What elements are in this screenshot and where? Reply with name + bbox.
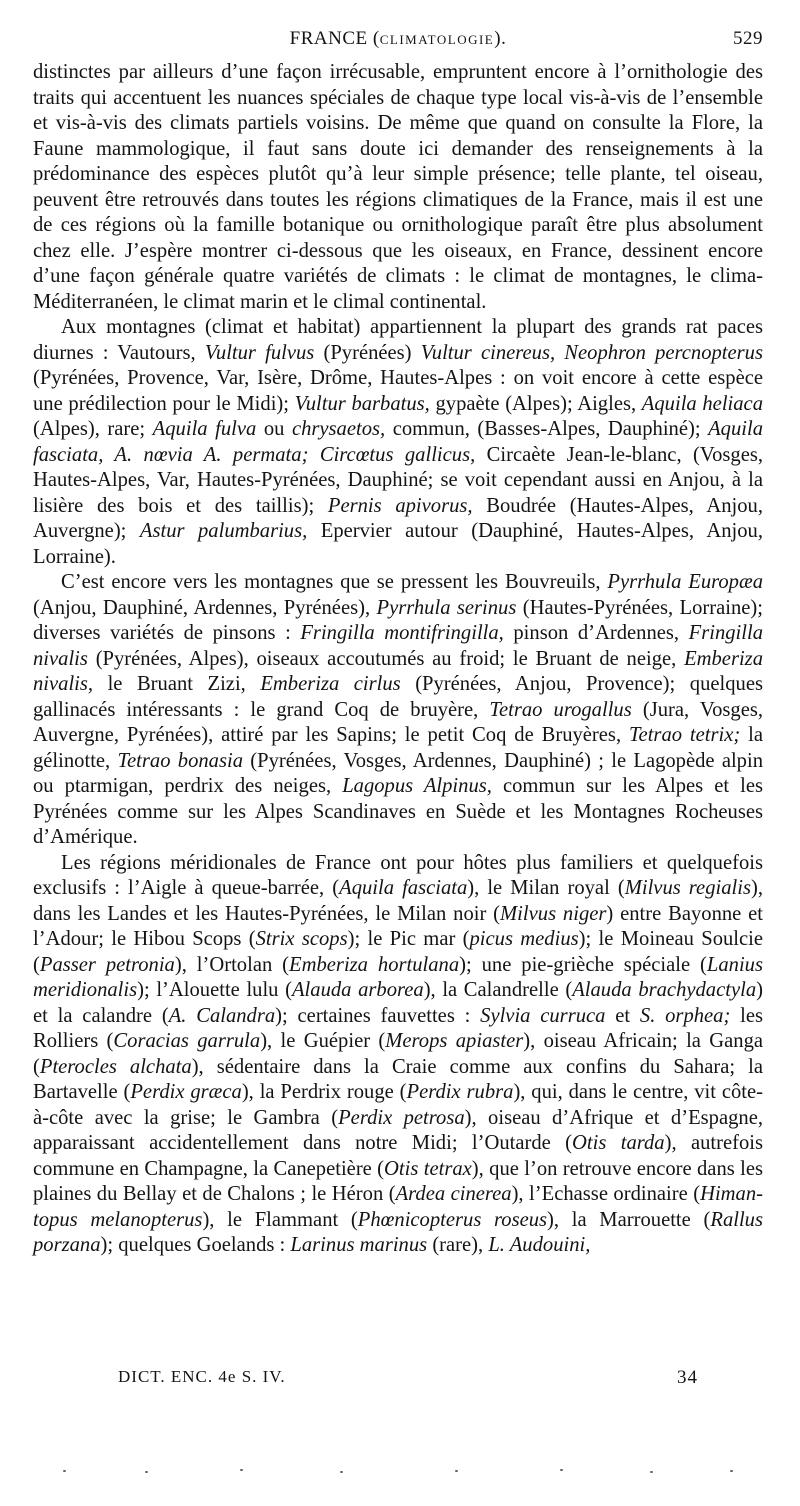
text-run: (Pyrénées) bbox=[314, 341, 421, 364]
italic-species-name: Passer petronia bbox=[39, 953, 175, 976]
text-run: ); le Moineau Soulcie ( bbox=[33, 928, 764, 976]
text-run: ), la Marrouette ( bbox=[547, 1208, 711, 1231]
text-run: ), oiseau d’Afrique et d’Espagne, apparaissant accidentellement dans notre Midi; l’Outarde ( bbox=[33, 1106, 763, 1154]
text-run: ) et la calandre ( bbox=[33, 979, 763, 1027]
italic-species-name: Rallus porzana bbox=[33, 1208, 763, 1256]
italic-species-name: Himantopus melanopterus bbox=[33, 1183, 763, 1231]
text-run: ), que l’on retrouve encore dans les plaines du Bellay et de Chalons ; le Héron ( bbox=[33, 1157, 763, 1205]
text-run: ); quelques Goelands : bbox=[100, 1234, 291, 1256]
text-run: (Jura, Vosges, Auvergne, Pyrénées), attiré par les Sapins; le petit Coq de Bruyères, bbox=[33, 698, 764, 746]
text-run: Boudrée (Hautes-Alpes, Anjou, Auvergne); bbox=[33, 494, 763, 542]
italic-species-name: Otis tarda bbox=[572, 1132, 665, 1154]
text-run: (Alpes), rare; bbox=[33, 418, 153, 440]
text-run: (Pyrénées, Provence, Var, Isère, Drôme, Hautes-Alpes : on voit encore à cette espèce une prédilection pour le Midi); bbox=[33, 367, 763, 415]
italic-species-name: Pterocles alchata bbox=[39, 1055, 192, 1078]
text-run: (Hautes-Pyrénées, Lorraine); diverses variétés de pinsons : bbox=[33, 596, 763, 644]
italic-species-name: Ardea cinerea bbox=[395, 1183, 512, 1205]
text-run: ), le Milan royal ( bbox=[467, 877, 625, 899]
text-run: ), dans les Landes et les Hautes-Pyrénées, le Milan noir ( bbox=[33, 877, 763, 925]
paragraph bbox=[33, 570, 763, 851]
italic-species-name: Lagopus Alpinus, bbox=[342, 775, 492, 797]
text-run: ), l’Ortolan ( bbox=[174, 953, 290, 976]
italic-species-name: Coracias garrula bbox=[113, 1030, 261, 1052]
text-run: ), la Calandrelle ( bbox=[423, 979, 573, 1001]
text-run: Epervier autour (Dauphiné, Hautes-Alpes, Anjou, Lorraine). bbox=[33, 520, 763, 568]
italic-species-name: Tetrao tetrix; bbox=[629, 724, 741, 746]
page-number: 529 bbox=[733, 28, 763, 49]
text-run: ); l’Alouette lulu ( bbox=[137, 979, 292, 1001]
italic-species-name: L. Audouini, bbox=[488, 1234, 591, 1256]
paragraph bbox=[33, 315, 763, 570]
text-run: (Pyrénées, Alpes), oiseaux accoutumés au froid; le Bruant de neige, bbox=[87, 647, 685, 670]
italic-species-name: Milvus niger bbox=[500, 902, 607, 925]
italic-species-name: Vultur barbatus, bbox=[294, 392, 430, 415]
text-run: ), oiseau Africain; la Ganga ( bbox=[33, 1030, 764, 1078]
italic-species-name: Fringilla montifringilla, bbox=[300, 622, 504, 644]
italic-species-name: picus medius bbox=[469, 928, 579, 950]
text-run: ), autrefois commune en Champagne, la Canepetière ( bbox=[33, 1132, 764, 1180]
italic-species-name: Emberiza hortulana bbox=[289, 953, 460, 976]
italic-species-name: Sylvia curruca bbox=[480, 1004, 606, 1027]
italic-species-name: Vultur cinereus, Neophron percnopterus bbox=[420, 341, 763, 364]
text-run: commun, (Basses-Alpes, Dauphiné); bbox=[385, 418, 709, 440]
italic-species-name: Alauda brachydactyla bbox=[572, 979, 757, 1001]
text-run: (Anjou, Dauphiné, Ardennes, Pyrénées), bbox=[33, 596, 377, 619]
text-run: ), qui, dans le centre, vit côte-à-côte avec la grise; le Gambra ( bbox=[33, 1081, 764, 1129]
footer-reference: DICT. ENC. 4e S. IV. bbox=[118, 1367, 286, 1386]
italic-species-name: Pyrrhula serinus bbox=[376, 596, 517, 619]
text-run: la gélinotte, bbox=[33, 724, 764, 772]
text-run: (rare), bbox=[427, 1234, 489, 1256]
running-header bbox=[33, 26, 763, 60]
footer bbox=[118, 1367, 698, 1387]
italic-species-name: Larinus marinus bbox=[290, 1234, 428, 1256]
italic-species-name: Perdix græca bbox=[130, 1081, 242, 1103]
italic-species-name: Aquila fasciata bbox=[339, 877, 468, 899]
text-run: Circaète Jean-le-blanc, (Vosges, Hautes-Alpes, Var, Hautes-Pyrénées, Dauphiné; se voit cependant aussi en Anjou, à la lisière des bois et des taillis); bbox=[33, 443, 764, 517]
italic-species-name: Emberiza nivalis, bbox=[33, 647, 763, 695]
title-end: ). bbox=[494, 28, 507, 49]
italic-species-name: Perdix rubra bbox=[406, 1081, 514, 1103]
text-run: distinctes par ailleurs d’une façon irrécusable, empruntent encore à l’ornithologie des traits qui accentuent les nuances spéciales de chaque type local vis-à-vis de l’ensemble et vis-à-vis des climats partiels voisins. De même que quand on consulte la Flore, la Faune mammologique, il faut sans doute ici demander des renseignements à la prédominance des espèces plutôt qu’à leur simple présence; telle plante, tel oiseau, peuvent être retrouvés dans toutes les régions climatiques de la France, mais il est une de ces régions où la famille botanique ou ornithologique paraît être plus absolument chez elle. J’espère montrer ci-dessous que les oiseaux, en France, dessinent encore d’une façon générale quatre variétés de climats : le climat de montagnes, le climaMéditerranéen, le climat marin et le climal continental. bbox=[33, 61, 763, 313]
text-run: ); une pie-grièche spéciale ( bbox=[459, 953, 707, 976]
text-run: et bbox=[605, 1004, 640, 1027]
text-run: les Rolliers ( bbox=[33, 1004, 764, 1052]
text-run: ); certaines fauvettes : bbox=[275, 1004, 481, 1027]
italic-species-name: Tetrao bonasia bbox=[117, 749, 243, 772]
scan-specks bbox=[0, 1468, 800, 1474]
text-run: ), la Perdrix rouge ( bbox=[241, 1081, 407, 1103]
italic-species-name: Emberiza cirlus bbox=[260, 673, 401, 695]
title-main: FRANCE ( bbox=[289, 28, 380, 49]
italic-species-name: Astur palumbarius, bbox=[139, 520, 308, 542]
italic-species-name: Phœnicopterus roseus bbox=[357, 1208, 548, 1231]
italic-species-name: Vultur fulvus bbox=[204, 341, 315, 364]
italic-species-name: Pernis apivorus, bbox=[327, 494, 473, 517]
page bbox=[33, 26, 763, 1259]
italic-species-name: Milvus regialis bbox=[624, 877, 751, 899]
text-run: ), sédentaire dans la Craie comme aux confins du Sahara; la Bartavelle ( bbox=[33, 1055, 763, 1103]
text-run: le Bruant Zizi, bbox=[93, 673, 261, 695]
italic-species-name: Strix scops bbox=[255, 928, 348, 950]
paragraph bbox=[33, 60, 763, 315]
italic-species-name: Aquila fulva bbox=[152, 418, 257, 440]
italic-species-name: Tetrao urogallus bbox=[489, 698, 632, 721]
title-small-caps: CLIMATOLOGIE bbox=[379, 32, 495, 47]
italic-species-name: Pyrrhula Europæa bbox=[607, 571, 764, 593]
italic-species-name: Perdix petrosa bbox=[338, 1106, 465, 1129]
text-run: gypaète (Alpes); Aigles, bbox=[429, 392, 642, 415]
text-run: pinson d’Ardennes, bbox=[503, 622, 689, 644]
italic-species-name: Merops apiaster bbox=[385, 1030, 524, 1052]
body-text bbox=[33, 60, 763, 1259]
italic-species-name: Fringilla nivalis bbox=[33, 622, 763, 670]
italic-species-name: A. Calandra bbox=[168, 1004, 276, 1027]
italic-species-name: chrysaetos, bbox=[291, 418, 386, 440]
text-run: ); le Pic mar ( bbox=[347, 928, 470, 950]
text-run: C’est encore vers les montagnes que se pressent les Bouvreuils, bbox=[61, 571, 608, 593]
text-run: (Pyrénées, Anjou, Provence); quelques gallinacés intéressants : le grand Coq de bruyère, bbox=[33, 673, 763, 721]
italic-species-name: Aquila fasciata, A. nœvia A. permata; Circœtus gallicus, bbox=[33, 418, 764, 466]
text-run: Aux montagnes (climat et habitat) appartiennent la plupart des grands rat paces diurnes : Vautours, bbox=[33, 316, 763, 364]
italic-species-name: Otis tetrax bbox=[384, 1157, 472, 1180]
text-run: ), l’Echasse ordinaire ( bbox=[511, 1183, 701, 1205]
text-run: ), le Guépier ( bbox=[260, 1030, 386, 1052]
signature-mark: 34 bbox=[677, 1367, 698, 1388]
text-run: (Pyrénées, Vosges, Ardennes, Dauphiné) ; le Lagopède alpin ou ptarmigan, perdrix des neiges, bbox=[33, 749, 764, 797]
text-run: Les régions méridionales de France ont pour hôtes plus familiers et quelquefois exclusifs : l’Aigle à queue-barrée, ( bbox=[33, 851, 763, 899]
italic-species-name: Lanius meridionalis bbox=[33, 953, 763, 1001]
text-run: ), le Flammant ( bbox=[202, 1208, 358, 1231]
running-title bbox=[33, 28, 763, 50]
italic-species-name: Alauda arborea bbox=[291, 979, 424, 1001]
paragraph bbox=[33, 851, 763, 1259]
italic-species-name: S. orphea; bbox=[639, 1004, 731, 1027]
text-run: ou bbox=[256, 418, 292, 440]
text-run: commun sur les Alpes et les Pyrénées comme sur les Alpes Scandinaves en Suède et les Montagnes Rocheuses d’Amérique. bbox=[33, 775, 763, 848]
italic-species-name: Aquila heliaca bbox=[641, 392, 763, 415]
text-run: ) entre Bayonne et l’Adour; le Hibou Scops ( bbox=[33, 902, 764, 950]
